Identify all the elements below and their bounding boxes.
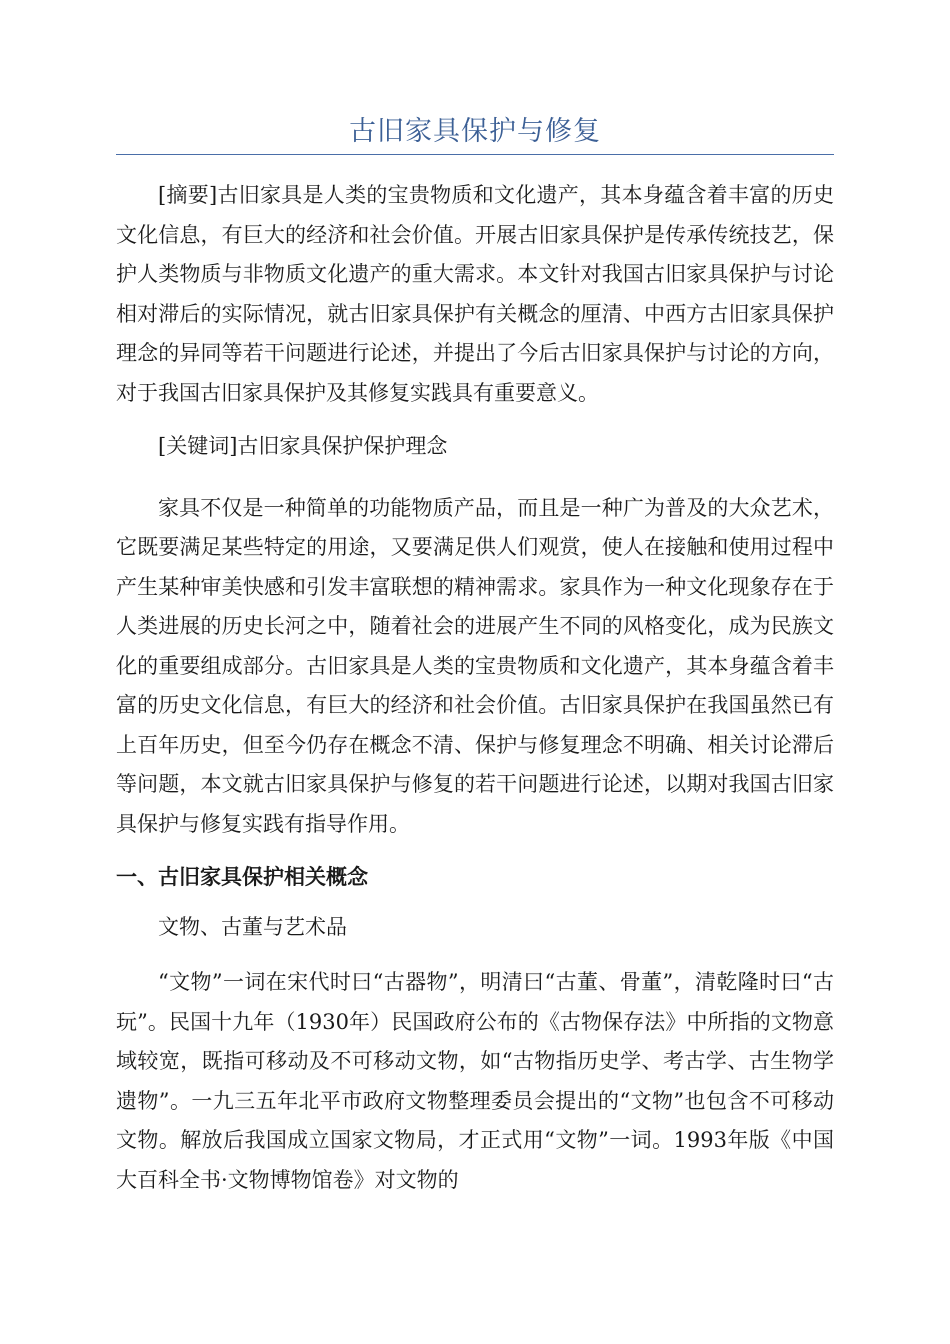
abstract-paragraph: [摘要]古旧家具是人类的宝贵物质和文化遗产，其本身蕴含着丰富的历史文化信息，有巨大的经济和社会价值。开展古旧家具保护是传承传统技艺，保护人类物质与非物质文化遗产的重大需求。本文针对我国古旧家具保护与讨论相对滞后的实际情况，就古旧家具保护有关概念的厘清、中西方古旧家具保护理念的异同等若干问题进行论述，并提出了今后古旧家具保护与讨论的方向，对于我国古旧家具保护及其修复实践具有重要意义。 <box>116 183 834 405</box>
section-subheading: 文物、古董与艺术品 <box>158 914 347 939</box>
keywords-paragraph: [关键词]古旧家具保护保护理念 <box>158 434 448 458</box>
intro-paragraph: 家具不仅是一种简单的功能物质产品，而且是一种广为普及的大众艺术，它既要满足某些特定的用途，又要满足供人们观赏，使人在接触和使用过程中产生某种审美快感和引发丰富联想的精神需求。家具作为一种文化现象存在于人类进展的历史长河之中，随着社会的进展产生不同的风格变化，成为民族文化的重要组成部分。古旧家具是人类的宝贵物质和文化遗产，其本身蕴含着丰富的历史文化信息，有巨大的经济和社会价值。古旧家具保护在我国虽然已有上百年历史，但至今仍存在概念不清、保护与修复理念不明确、相关讨论滞后等问题，本文就古旧家具保护与修复的若干问题进行论述，以期对我国古旧家具保护与修复实践有指导作用。 <box>116 495 834 836</box>
section-heading: 一、古旧家具保护相关概念 <box>116 865 368 889</box>
section-paragraph: “文物”一词在宋代时曰“古器物”，明清曰“古董、骨董”，清乾隆时曰“古玩”。民国十九年（1930年）民国政府公布的《古物保存法》中所指的文物意域较宽，既指可移动及不可移动文物，如“古物指历史学、考古学、古生物学遗物”。一九三五年北平市政府文物整理委员会提出的“文物”也包含不可移动文物。解放后我国成立国家文物局，才正式用“文物”一词。1993年版《中国大百科全书·文物博物馆卷》对文物的 <box>116 970 834 1192</box>
document-title: 古旧家具保护与修复 <box>349 116 601 147</box>
document-body <box>116 176 834 1214</box>
title-underline <box>116 154 834 155</box>
